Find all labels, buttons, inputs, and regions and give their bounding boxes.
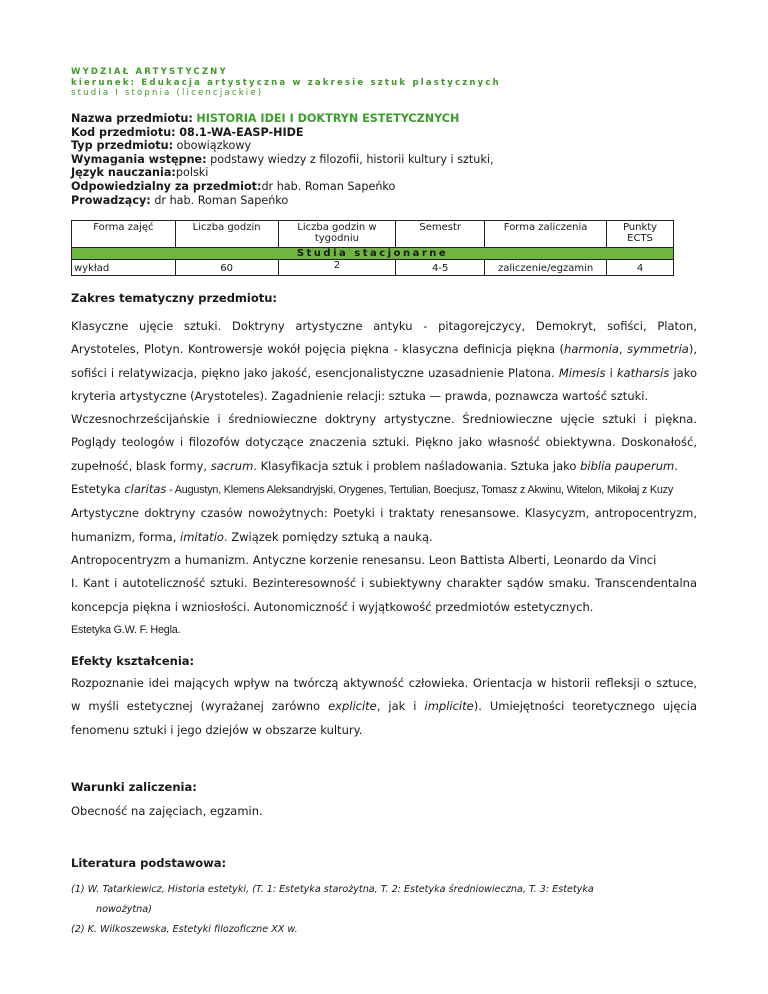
- term-symmetria: symmetria: [627, 342, 689, 357]
- course-code: 08.1-WA-EASP-HIDE: [179, 125, 304, 139]
- text-span: Klasyczne ujęcie sztuki. Doktryny artystyczne antyku - pitagorejczycy, Demokryt, sofiści, Platon, Arystoteles, Plotyn. Kontrowersje wokół pojęcia piękna - klasyczna definicja piękna (: [71, 319, 697, 357]
- requirements: podstawy wiedzy z filozofii, historii kultury i sztuki,: [210, 152, 494, 166]
- term-implicite: implicite: [424, 699, 474, 714]
- term-harmonia: harmonia: [564, 342, 619, 357]
- header-cell: Forma zajęć: [72, 221, 176, 248]
- language-label: Język nauczania:: [71, 166, 176, 180]
- zakres-paragraph: [71, 408, 697, 478]
- term-claritas: claritas: [124, 482, 167, 497]
- faculty-header: [71, 67, 501, 99]
- text-span: , jak i: [376, 699, 425, 714]
- course-schedule-table: [71, 220, 674, 276]
- table-header-row: [72, 221, 674, 248]
- text-span: Rozpoznanie idei mających wpływ na twórczą aktywność człowieka. Orientacja w historii refleksji o sztuce, w myśli estetycznej (wyrażanej zarówno: [71, 676, 697, 714]
- term-mimesis: Mimesis: [558, 365, 606, 380]
- faculty-name: WYDZIAŁ ARTYSTYCZNY: [71, 67, 228, 77]
- text-span: . Związek pomiędzy sztuką a nauką.: [223, 529, 433, 544]
- list-item: (2) K. Wilkoszewska, Estetyki filozoficzne XX w.: [71, 924, 298, 935]
- language: polski: [175, 166, 209, 180]
- text-span: Wczesnochrześcijańskie i średniowieczne doktryny artystyczne. Średniowieczne ujęcie sztuki i piękna. Poglądy teologów i filozofów dotyczące znaczenia sztuki. Piękno jako własność obiektywna. Doskonałość, zupełność, blask formy,: [71, 412, 697, 473]
- text-span: ,: [618, 342, 628, 357]
- efekty-body: [71, 672, 697, 742]
- zakres-paragraph: [71, 315, 697, 408]
- text-span: jako kryteria artystyczne (Arystoteles). Zagadnienie relacji: sztuka — prawda, poznawcza wartość sztuki.: [71, 365, 698, 403]
- text-span: i: [605, 365, 617, 380]
- lecturer: dr hab. Roman Sapeńko: [154, 193, 289, 207]
- efekty-paragraph: [71, 672, 697, 742]
- zakres-paragraph: [71, 478, 697, 502]
- course-type-label: Typ przedmiotu:: [71, 139, 174, 153]
- table-band-row: [72, 248, 674, 260]
- course-name-label: Nazwa przedmiotu:: [71, 112, 193, 125]
- table-row: [72, 260, 674, 276]
- course-code-label: Kod przedmiotu:: [71, 125, 176, 139]
- warunki-body: Obecność na zajęciach, egzamin.: [71, 804, 263, 818]
- section-title-efekty: Efekty kształcenia:: [71, 654, 195, 668]
- course-name: HISTORIA IDEI I DOKTRYN ESTETYCZNYCH: [196, 112, 460, 125]
- table-cell: 2: [278, 260, 396, 276]
- header-cell: Semestr: [396, 221, 485, 248]
- zakres-paragraph: Antropocentryzm a humanizm. Antyczne korzenie renesansu. Leon Battista Alberti, Leonardo da Vinci: [71, 552, 657, 567]
- table-cell: 60: [175, 260, 278, 276]
- zakres-body: [71, 315, 697, 642]
- responsible-label: Odpowiedzialny za przedmiot:: [71, 179, 262, 193]
- header-cell: Forma zaliczenia: [485, 221, 607, 248]
- header-cell: Liczba godzin w tygodniu: [278, 221, 396, 248]
- lecturer-row: [71, 194, 494, 208]
- text-span: - Augustyn, Klemens Aleksandryjski, Orygenes, Tertulian, Boecjusz, Tomasz z Akwinu, Witelon, Mikołaj z Kuzy: [166, 484, 674, 497]
- responsible-person: dr hab. Roman Sapeńko: [261, 179, 396, 193]
- text-span: ), sofiści i relatywizacja, piękno jako jakość, esencjonalistyczne uzasadnienie Platona.: [71, 342, 697, 380]
- list-item-continuation: nowożytna): [96, 904, 152, 915]
- literature-list: [71, 880, 697, 940]
- term-biblia-pauperum: biblia pauperum: [580, 458, 675, 473]
- header-cell: Liczba godzin: [175, 221, 278, 248]
- header-cell: Punkty ECTS: [607, 221, 674, 248]
- course-name-row: [71, 112, 494, 126]
- zakres-paragraph: I. Kant i autoteliczność sztuki. Bezinteresowność i subiektywny charakter sądów smaku. Transcendentalna koncepcja piękna i wzniosłości. Autonomiczność i wyjątkowość przedmiotów estetycznych.: [71, 576, 697, 614]
- list-item: (1) W. Tatarkiewicz, Historia estetyki, (T. 1: Estetyka starożytna, T. 2: Estetyka średniowieczna, T. 3: Estetyka: [71, 884, 594, 895]
- language-row: [71, 166, 494, 180]
- course-type: obowiązkowy: [176, 139, 252, 153]
- course-type-row: [71, 139, 494, 153]
- study-level: studia I stopnia (licencjackie): [71, 88, 264, 98]
- term-sacrum: sacrum: [210, 458, 254, 473]
- course-metadata: [71, 112, 494, 207]
- zakres-paragraph: [71, 502, 697, 549]
- responsible-row: [71, 180, 494, 194]
- text-span: ). Umiejętności teoretycznego ujęcia fenomenu sztuki i jego dziejów w obszarze kultury.: [71, 699, 697, 737]
- text-span: Artystyczne doktryny czasów nowożytnych: Poetyki i traktaty renesansowe. Klasycyzm, antropocentryzm, humanizm, forma,: [71, 506, 697, 544]
- section-title-warunki: Warunki zaliczenia:: [71, 780, 197, 794]
- section-title-literatura: Literatura podstawowa:: [71, 856, 227, 870]
- text-span: . Klasyfikacja sztuk i problem naśladowania. Sztuka jako: [253, 458, 581, 473]
- table-cell: 4: [607, 260, 674, 276]
- table-cell: zaliczenie/egzamin: [485, 260, 607, 276]
- lecturer-label: Prowadzący:: [71, 193, 151, 207]
- requirements-label: Wymagania wstępne:: [71, 152, 207, 166]
- zakres-paragraph: Estetyka G.W. F. Hegla.: [71, 623, 181, 636]
- text-span: .: [674, 458, 678, 473]
- field-of-study: kierunek: Edukacja artystyczna w zakresie sztuk plastycznych: [71, 77, 501, 88]
- table-cell: 4-5: [396, 260, 485, 276]
- term-imitatio: imitatio: [180, 529, 224, 544]
- study-mode-band: Studia stacjonarne: [72, 248, 674, 260]
- text-span: Estetyka: [71, 482, 125, 497]
- table-cell: wykład: [72, 260, 176, 276]
- course-code-row: [71, 126, 494, 140]
- requirements-row: [71, 153, 494, 167]
- term-explicite: explicite: [328, 699, 377, 714]
- term-katharsis: katharsis: [616, 365, 670, 380]
- section-title-zakres: Zakres tematyczny przedmiotu:: [71, 291, 278, 305]
